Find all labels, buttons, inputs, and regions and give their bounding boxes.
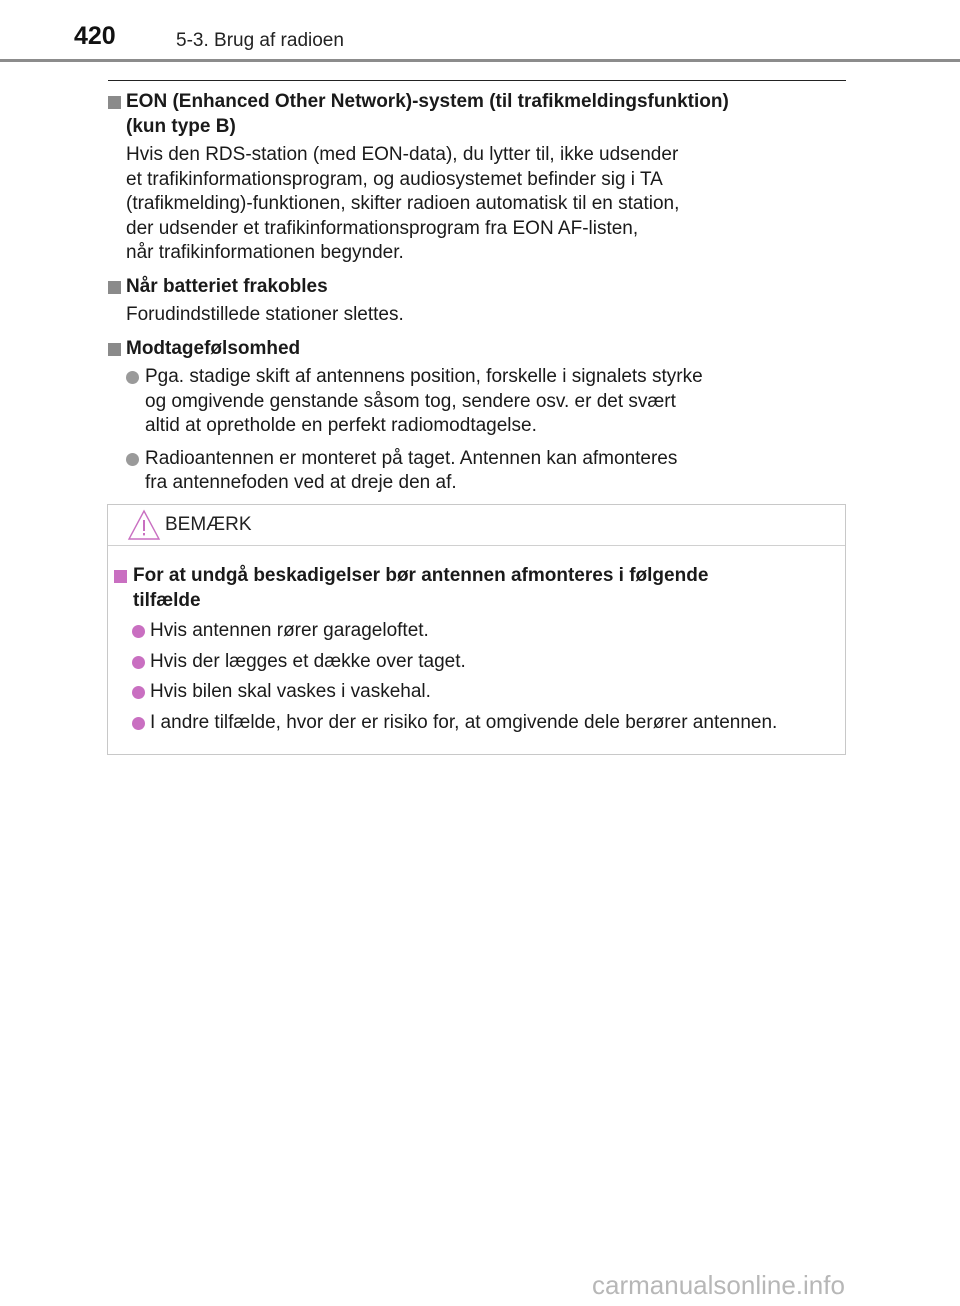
notice-heading: tilfælde (133, 589, 201, 611)
section-title: 5-3. Brug af radioen (176, 30, 344, 51)
content-divider (108, 80, 846, 81)
section-heading: (kun type B) (126, 115, 236, 137)
main-content (108, 90, 846, 505)
list-item (114, 619, 845, 644)
list-item (114, 650, 845, 675)
round-bullet-icon (132, 686, 145, 699)
section-heading: Når batteriet frakobles (126, 275, 328, 297)
body-line: Hvis den RDS-station (med EON-data), du lytter til, ikke udsender (126, 144, 679, 165)
body-line: der udsender et trafikinformationsprogram fra EON AF-listen, (126, 217, 639, 239)
section-heading: EON (Enhanced Other Network)-system (til trafikmeldingsfunktion) (126, 91, 729, 112)
body-line: altid at opretholde en perfekt radiomodtagelse. (145, 415, 537, 436)
body-line: Forudindstillede stationer slettes. (126, 304, 404, 325)
list-item (114, 680, 845, 705)
body-line: når trafikinformationen begynder. (126, 242, 404, 263)
notice-header (108, 505, 845, 546)
square-bullet-icon (114, 570, 127, 583)
notice-item: Hvis bilen skal vaskes i vaskehal. (150, 681, 431, 702)
square-bullet-icon (108, 281, 121, 294)
body-line: fra antennefoden ved at dreje den af. (145, 472, 457, 493)
page-number: 420 (74, 22, 116, 50)
body-line: Pga. stadige skift af antennens position, forskelle i signalets styrke (145, 366, 703, 387)
section-heading: Modtagefølsomhed (126, 337, 301, 359)
notice-item: Hvis der lægges et dække over taget. (150, 650, 466, 672)
round-bullet-icon (132, 717, 145, 730)
round-bullet-icon (126, 371, 139, 384)
body-line: og omgivende genstande såsom tog, sendere osv. er det svært (145, 390, 676, 412)
page-header (0, 0, 960, 62)
notice-heading: For at undgå beskadigelser bør antennen afmonteres i følgende (133, 565, 709, 586)
square-bullet-icon (108, 343, 121, 356)
section-battery (108, 275, 846, 328)
round-bullet-icon (126, 453, 139, 466)
round-bullet-icon (132, 656, 145, 669)
list-item (108, 365, 846, 439)
section-eon (108, 90, 846, 266)
square-bullet-icon (108, 96, 121, 109)
round-bullet-icon (132, 625, 145, 638)
body-line: et trafikinformationsprogram, og audiosystemet befinder sig i TA (126, 168, 663, 190)
list-item (114, 711, 845, 736)
body-line: (trafikmelding)-funktionen, skifter radioen automatisk til en station, (126, 193, 680, 214)
notice-box (107, 504, 846, 755)
list-item (108, 447, 846, 496)
section-reception (108, 337, 846, 496)
notice-item: Hvis antennen rører garageloftet. (150, 620, 429, 641)
warning-triangle-icon (127, 509, 161, 541)
notice-item: I andre tilfælde, hvor der er risiko for, at omgivende dele berører antennen. (150, 711, 778, 733)
notice-title: BEMÆRK (165, 514, 252, 535)
watermark: carmanualsonline.info (592, 1270, 845, 1300)
body-line: Radioantennen er monteret på taget. Antennen kan afmonteres (145, 447, 678, 469)
